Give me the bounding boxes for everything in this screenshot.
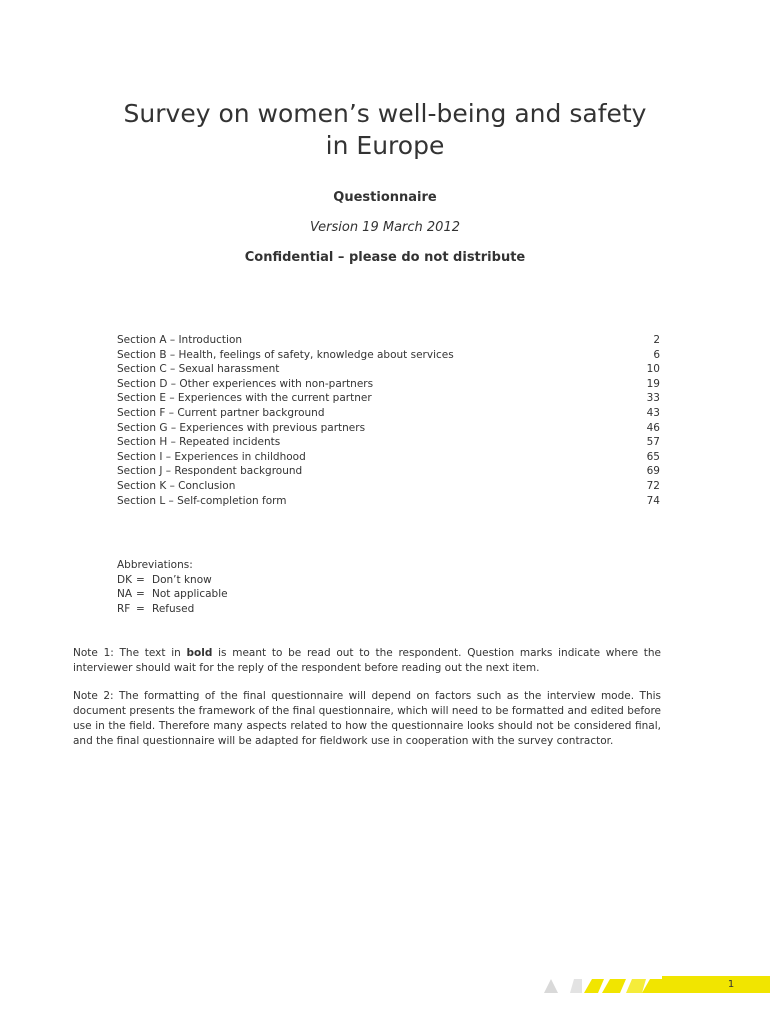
document-title xyxy=(0,98,770,162)
toc-entry xyxy=(117,391,660,406)
note-2: Note 2: The formatting of the final questionnaire will depend on factors such as the interview mode. This document presents the framework of the final questionnaire, which will need to be formatted and edited before use in the field. Therefore many aspects related to how the questionnaire looks should not be considered final, and the final questionnaire will be adapted for fieldwork use in cooperation with the survey contractor. xyxy=(73,690,661,747)
toc-page: 57 xyxy=(646,436,660,449)
toc-entry xyxy=(117,421,660,436)
abbreviation-value: Refused xyxy=(152,602,195,615)
document-version: Version 19 March 2012 xyxy=(310,220,460,235)
toc-entry xyxy=(117,464,660,479)
abbreviation-equals: = xyxy=(136,573,145,586)
toc-label: Section C – Sexual harassment xyxy=(117,363,280,376)
abbreviation-key: RF xyxy=(117,602,131,615)
document-subtitle: Questionnaire xyxy=(333,190,437,205)
toc-entry xyxy=(117,406,660,421)
abbreviation-equals: = xyxy=(136,588,145,601)
toc-entry xyxy=(117,494,660,509)
toc-page: 6 xyxy=(653,348,660,361)
note-1-bold: bold xyxy=(186,647,213,659)
abbreviation-value: Not applicable xyxy=(152,588,228,601)
toc-page: 43 xyxy=(646,406,660,419)
abbreviation-key: NA xyxy=(117,588,133,601)
toc-page: 2 xyxy=(653,334,660,346)
note-1-prefix: Note 1: The text in xyxy=(73,647,187,659)
abbreviation-value: Don’t know xyxy=(152,573,212,586)
note-1-suffix: is meant to be read out to the respondent. Question marks indicate where the interviewer should wait for the reply of the respondent before reading out the next item. xyxy=(73,647,661,674)
fra-logo-icon xyxy=(542,975,666,995)
toc-page: 33 xyxy=(646,392,660,405)
toc-entry xyxy=(117,435,660,450)
title-line-1: Survey on women’s well-being and safety xyxy=(123,99,647,128)
toc-entry xyxy=(117,450,660,465)
title-line-2: in Europe xyxy=(325,131,445,160)
toc-page: 10 xyxy=(646,363,660,376)
toc-label: Section F – Current partner background xyxy=(117,406,325,419)
confidential-notice: Confidential – please do not distribute xyxy=(244,250,526,265)
toc-label: Section B – Health, feelings of safety, knowledge about services xyxy=(117,348,454,361)
toc-label: Section I – Experiences in childhood xyxy=(117,450,306,463)
toc-entry xyxy=(117,377,660,392)
abbreviation-item xyxy=(117,573,228,588)
table-of-contents xyxy=(117,333,660,508)
abbreviation-equals: = xyxy=(136,602,145,615)
toc-label: Section D – Other experiences with non-partners xyxy=(117,377,374,390)
abbreviations-heading: Abbreviations: xyxy=(117,559,193,571)
abbreviation-item xyxy=(117,587,228,602)
toc-page: 46 xyxy=(646,421,660,434)
toc-label: Section H – Repeated incidents xyxy=(117,436,281,449)
toc-label: Section A – Introduction xyxy=(117,334,243,346)
toc-label: Section E – Experiences with the current partner xyxy=(117,392,372,405)
page-number: 1 xyxy=(727,979,735,990)
abbreviation-item xyxy=(117,602,228,617)
toc-entry xyxy=(117,479,660,494)
toc-page: 72 xyxy=(646,479,660,492)
toc-page: 65 xyxy=(646,450,660,463)
abbreviations-block xyxy=(117,558,228,616)
toc-label: Section J – Respondent background xyxy=(117,465,303,478)
toc-page: 74 xyxy=(646,494,660,507)
toc-page: 19 xyxy=(646,377,660,390)
abbreviation-key: DK xyxy=(117,573,132,586)
toc-entry xyxy=(117,333,660,348)
note-1 xyxy=(73,646,661,676)
toc-label: Section K – Conclusion xyxy=(117,479,236,492)
toc-entry xyxy=(117,362,660,377)
toc-label: Section L – Self-completion form xyxy=(117,494,287,507)
footer-accent-bar xyxy=(662,976,770,993)
toc-entry xyxy=(117,348,660,363)
toc-label: Section G – Experiences with previous partners xyxy=(117,421,366,434)
toc-page: 69 xyxy=(646,465,660,478)
